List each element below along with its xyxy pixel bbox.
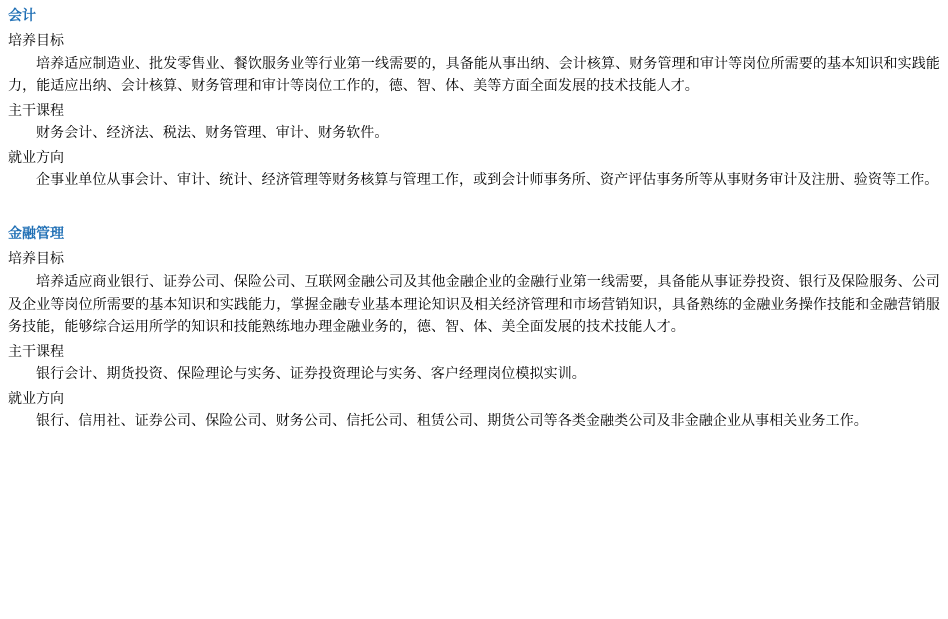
major-block-accounting [8,6,940,192]
section-employment-direction [8,388,940,433]
section-text: 培养适应商业银行、证券公司、保险公司、互联网金融公司及其他金融企业的金融行业第一线需要，具备能从事证券投资、银行及保险服务、公司及企业等岗位所需要的基本知识和实践能力，掌握金融专业基本理论知识及相关经济管理和市场营销知识，具备熟练的金融业务操作技能和金融营销服务技能，能够综合运用所学的知识和技能熟练地办理金融业务的，德、智、体、美全面发展的技术技能人才。 [8,273,940,336]
section-label: 就业方向 [8,390,64,407]
major-title: 会计 [8,8,36,24]
section-label: 培养目标 [8,251,64,268]
section-text: 银行、信用社、证券公司、保险公司、财务公司、信托公司、租赁公司、期货公司等各类金融类公司及非金融企业从事相关业务工作。 [36,413,868,430]
section-core-courses [8,341,940,386]
section-label: 培养目标 [8,33,64,50]
major-block-financial-management [8,224,940,433]
section-training-objective [8,248,940,338]
section-label: 主干课程 [8,103,64,120]
section-text: 银行会计、期货投资、保险理论与实务、证券投资理论与实务、客户经理岗位模拟实训。 [36,366,586,383]
major-title: 金融管理 [8,226,64,243]
section-divider-space [8,210,940,224]
section-employment-direction [8,147,940,192]
section-core-courses [8,100,940,145]
section-text: 企事业单位从事会计、审计、统计、经济管理等财务核算与管理工作，或到会计师事务所、资产评估事务所等从事财务审计及注册、验资等工作。 [36,172,939,189]
section-training-objective [8,30,940,98]
section-text: 培养适应制造业、批发零售业、餐饮服务业等行业第一线需要的，具备能从事出纳、会计核算、财务管理和审计等岗位所需要的基本知识和实践能力，能适应出纳、会计核算、财务管理和审计等岗位工作的，德、智、体、美等方面全面发展的技术技能人才。 [8,55,940,95]
section-label: 主干课程 [8,343,64,360]
section-label: 就业方向 [8,150,64,167]
section-text: 财务会计、经济法、税法、财务管理、审计、财务软件。 [36,125,389,142]
